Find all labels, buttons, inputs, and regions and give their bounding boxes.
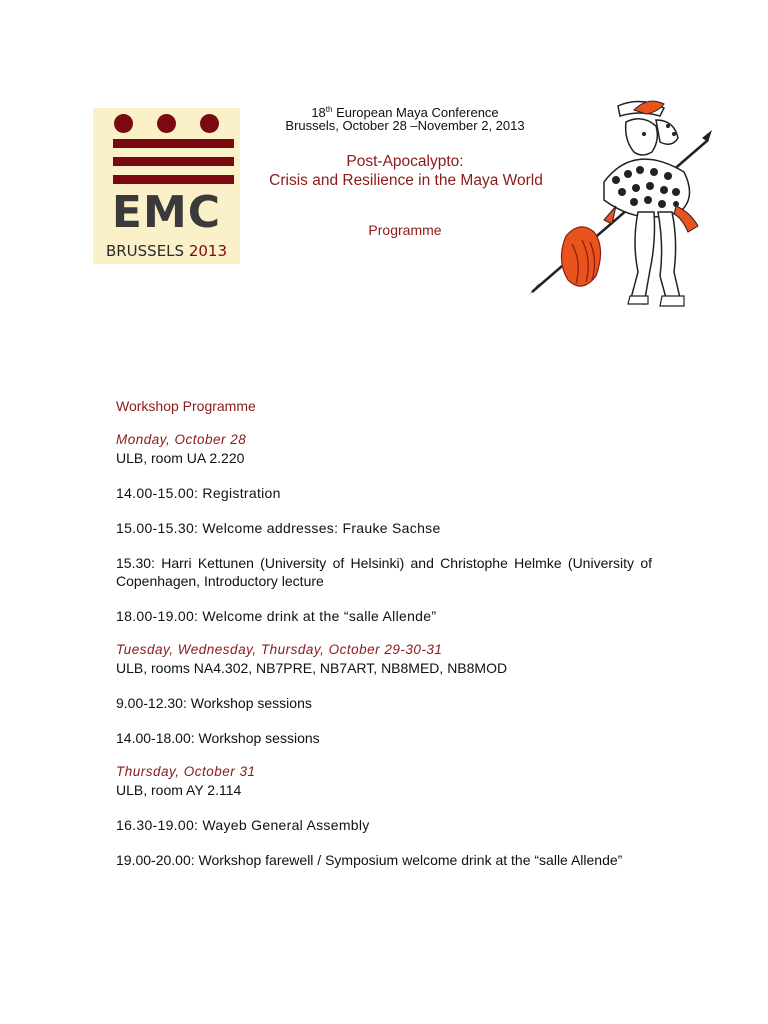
emc-logo [93,108,240,264]
day-heading: Thursday, October 31 [116,764,256,779]
venue: ULB, room AY 2.114 [116,782,242,798]
logo-dot [114,114,133,133]
programme-heading: Programme [368,222,442,238]
venue: ULB, room UA 2.220 [116,450,245,466]
edition-suffix: th [325,105,333,114]
day-block [116,641,652,677]
description: Welcome drink at the “salle Allende” [198,608,437,624]
time: 9.00-12.30: [116,695,187,711]
description: Workshop sessions [194,730,320,746]
maya-warrior-illustration [526,96,716,318]
schedule-item [116,519,652,537]
logo-name: EMC [111,187,222,238]
title-line-1: Post-Apocalypto: [346,153,464,170]
schedule-item [116,851,652,869]
description: Workshop sessions [186,695,312,711]
schedule-item [116,729,652,747]
day-block [116,431,652,467]
logo-stripe [113,157,234,166]
schedule-item [116,694,652,712]
schedule-item [116,554,652,590]
day-heading: Tuesday, Wednesday, Thursday, October 29-30-31 [116,642,443,657]
time: 19.00-20.00: [116,852,195,868]
venue: ULB, rooms NA4.302, NB7PRE, NB7ART, NB8MED, NB8MOD [116,660,508,676]
time: 15.30: [116,555,155,571]
time: 14.00-15.00: [116,485,199,501]
schedule-item [116,607,652,625]
title-line-2: Crisis and Resilience in the Maya World [269,172,543,189]
day-heading: Monday, October 28 [116,432,247,447]
time: 16.30-19.00: [116,817,199,833]
description: Wayeb General Assembly [198,817,370,833]
description: Registration [198,485,281,501]
schedule-item [116,484,652,502]
logo-stripe [113,175,234,184]
schedule-item [116,816,652,834]
conference-name: European Maya Conference [332,105,499,120]
description: Welcome addresses: Frauke Sachse [198,520,441,536]
edition-number: 18 [311,105,326,120]
logo-city [93,242,240,260]
day-block [116,763,652,799]
section-title: Workshop Programme [116,398,256,414]
time: 15.00-15.30: [116,520,199,536]
location-dates: Brussels, October 28 –November 2, 2013 [285,118,525,133]
logo-dot [157,114,176,133]
logo-dot [200,114,219,133]
logo-city-name: BRUSSELS [105,242,185,260]
time: 18.00-19.00: [116,608,199,624]
time: 14.00-18.00: [116,730,195,746]
description: Workshop farewell / Symposium welcome drink at the “salle Allende” [194,852,623,868]
logo-stripe [113,139,234,148]
description: Harri Kettunen (University of Helsinki) and Christophe Helmke (University of Copenhagen, Introductory lecture [116,555,652,589]
logo-year: 2013 [188,242,228,260]
